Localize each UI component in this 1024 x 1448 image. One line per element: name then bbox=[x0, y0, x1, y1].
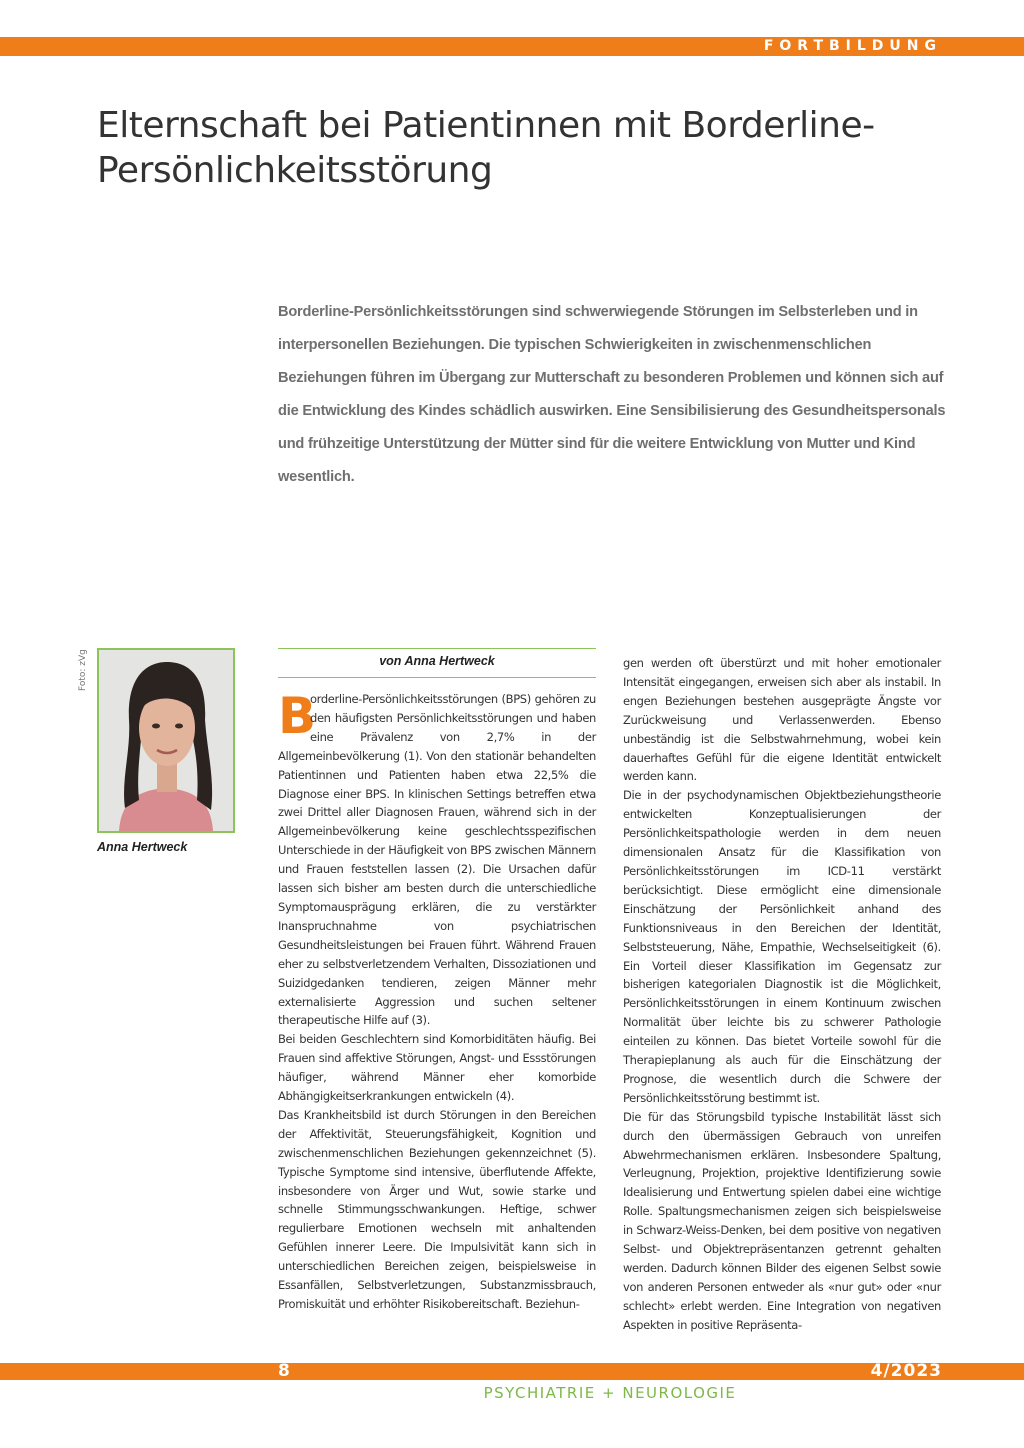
photo-caption: Anna Hertweck bbox=[97, 840, 188, 854]
paragraph: Bei beiden Geschlechtern sind Komorbiditäten häufig. Bei Frauen sind affektive Störungen, Angst- und Essstörungen häufiger, während Männer eher komorbide Abhängigkeitserkrankungen entwickeln (4). bbox=[278, 1032, 596, 1104]
journal-name: PSYCHIATRIE + NEUROLOGIE bbox=[483, 1384, 737, 1402]
paragraph: Das Krankheitsbild ist durch Störungen in den Bereichen der Affektivität, Steuerungsfähigkeit, Kognition und zwischenmenschlichen Beziehungen gekennzeichnet (5). Typische Symptome sind intensive, überflutende Affekte, insbesondere von Ärger und Wut, sowie starke und schnelle Stimmungsschwankungen. Heftige, schwer regulierbare Emotionen wechseln mit anhaltenden Gefühlen innerer Leere. Die Impulsivität kann sich in unterschiedlichen Bereichen zeigen, beispielsweise in Essanfällen, Selbstverletzungen, Substanzmissbrauch, Promiskuität und erhöhter Risikobereitschaft. Beziehun- bbox=[278, 1107, 596, 1311]
article-abstract: Borderline-Persönlichkeitsstörungen sind schwerwiegende Störungen im Selbsterleben und in interpersonellen Beziehungen. Die typischen Schwierigkeiten in zwischenmenschlichen Beziehungen führen im Übergang zur Mutterschaft zu besonderen Problemen und können sich auf die Entwicklung des Kindes schädlich auswirken. Eine Sensibilisierung des Gesundheitspersonals und frühzeitige Unterstützung der Mütter sind für die weitere Entwicklung von Mutter und Kind wesentlich. bbox=[278, 304, 946, 485]
byline: von Anna Hertweck bbox=[379, 654, 495, 668]
paragraph bbox=[278, 687, 596, 1030]
author-photo bbox=[97, 648, 235, 833]
paragraph: gen werden oft überstürzt und mit hoher emotionaler Intensität eingegangen, erweisen sich aber als instabil. In engen Beziehungen bestehen ausgeprägte Ängste vor Zurückweisung und Verlassenwerden. Ebenso unbeständig ist die Selbstwahrnehmung, wobei kein dauerhaftes Gefühl für die eigene Identität entwickelt werden kann. bbox=[623, 656, 941, 784]
page-number: 8 bbox=[278, 1361, 290, 1381]
issue-number: 4/2023 bbox=[870, 1361, 942, 1381]
photo-credit-text: Foto: zVg bbox=[78, 649, 88, 691]
paragraph-text: orderline-Persönlichkeitsstörungen (BPS) gehören zu den häufigsten Persönlichkeitsstörungen und haben eine Prävalenz von 2,7% in der Allgemeinbevölkerung (1). Von den stationär behandelten Patientinnen und Patienten haben etwa 22,5% die Diagnose einer BPS. In klinischen Settings betreffen etwa zwei Drittel aller Diagnosen Frauen, während sich in der Allgemeinbevölkerung keine geschlechtsspezifischen Unterschiede in der Häufigkeit von BPS zwischen Männern und Frauen feststellen lassen (2). Die Ursachen dafür lassen sich bisher am besten durch die unterschiedliche Symptomausprägung erklären, die zu verstärkter Inanspruchnahme von psychiatrischen Gesundheitsleistungen bei Frauen führt. Während Frauen eher zu selbstverletzendem Verhalten, Dissoziationen und Suizidgedanken tendieren, zeigen Männer mehr externalisierte Aggression und suchen seltener therapeutische Hilfe auf (3). bbox=[278, 692, 596, 1028]
byline-rule-bottom bbox=[278, 677, 596, 678]
header-bar bbox=[0, 37, 1024, 56]
section-label: FORTBILDUNG bbox=[763, 38, 942, 54]
byline-rule-top bbox=[278, 648, 596, 649]
article-title: Elternschaft bei Patientinnen mit Borderline-Persönlichkeitsstörung bbox=[97, 105, 875, 191]
body-column-1 bbox=[278, 687, 596, 1314]
author-portrait-icon bbox=[99, 650, 233, 831]
drop-cap: B bbox=[278, 687, 316, 745]
paragraph: Die in der psychodynamischen Objektbeziehungstheorie entwickelten Konzeptualisierungen der Persönlichkeitspathologie werden in dem neuen dimensionalen Ansatz für die Klassifikation von Persönlichkeitsstörungen im ICD-11 verstärkt berücksichtigt. Diese ermöglicht eine dimensionale Einschätzung der Persönlichkeit anhand des Funktionsniveaus in den Bereichen der Identität, Selbststeuerung, Nähe, Empathie, Wechselseitigkeit (6). Ein Vorteil dieser Klassifikation im Gegensatz zur bisherigen kategorialen Diagnostik ist die Möglichkeit, Persönlichkeitsstörungen in einem Kontinuum zwischen Normalität über leichte bis zu schwerer Pathologie einteilen zu können. Das bietet Vorteile sowohl für die Therapieplanung als auch für die Einschätzung der Prognose, die wesentlich durch die Schwere der Persönlichkeitsstörung bestimmt ist. bbox=[623, 788, 941, 1105]
paragraph: Die für das Störungsbild typische Instabilität lässt sich durch den übermässigen Gebrauch von unreifen Abwehrmechanismen erklären. Insbesondere Spaltung, Verleugnung, Projektion, projektive Identifizierung sowie Idealisierung und Entwertung spielen dabei eine wichtige Rolle. Spaltungsmechanismen zeigen sich beispielsweise in Schwarz-Weiss-Denken, bei dem positive von negativen Selbst- und Objektrepräsentanzen getrennt gehalten werden. Dadurch können Bilder des eigenen Selbst sowie von anderen Personen entweder als «nur gut» oder «nur schlecht» erlebt werden. Eine Integration von negativen Aspekten in positive Repräsenta- bbox=[623, 1109, 941, 1332]
body-column-2 bbox=[623, 654, 941, 1335]
